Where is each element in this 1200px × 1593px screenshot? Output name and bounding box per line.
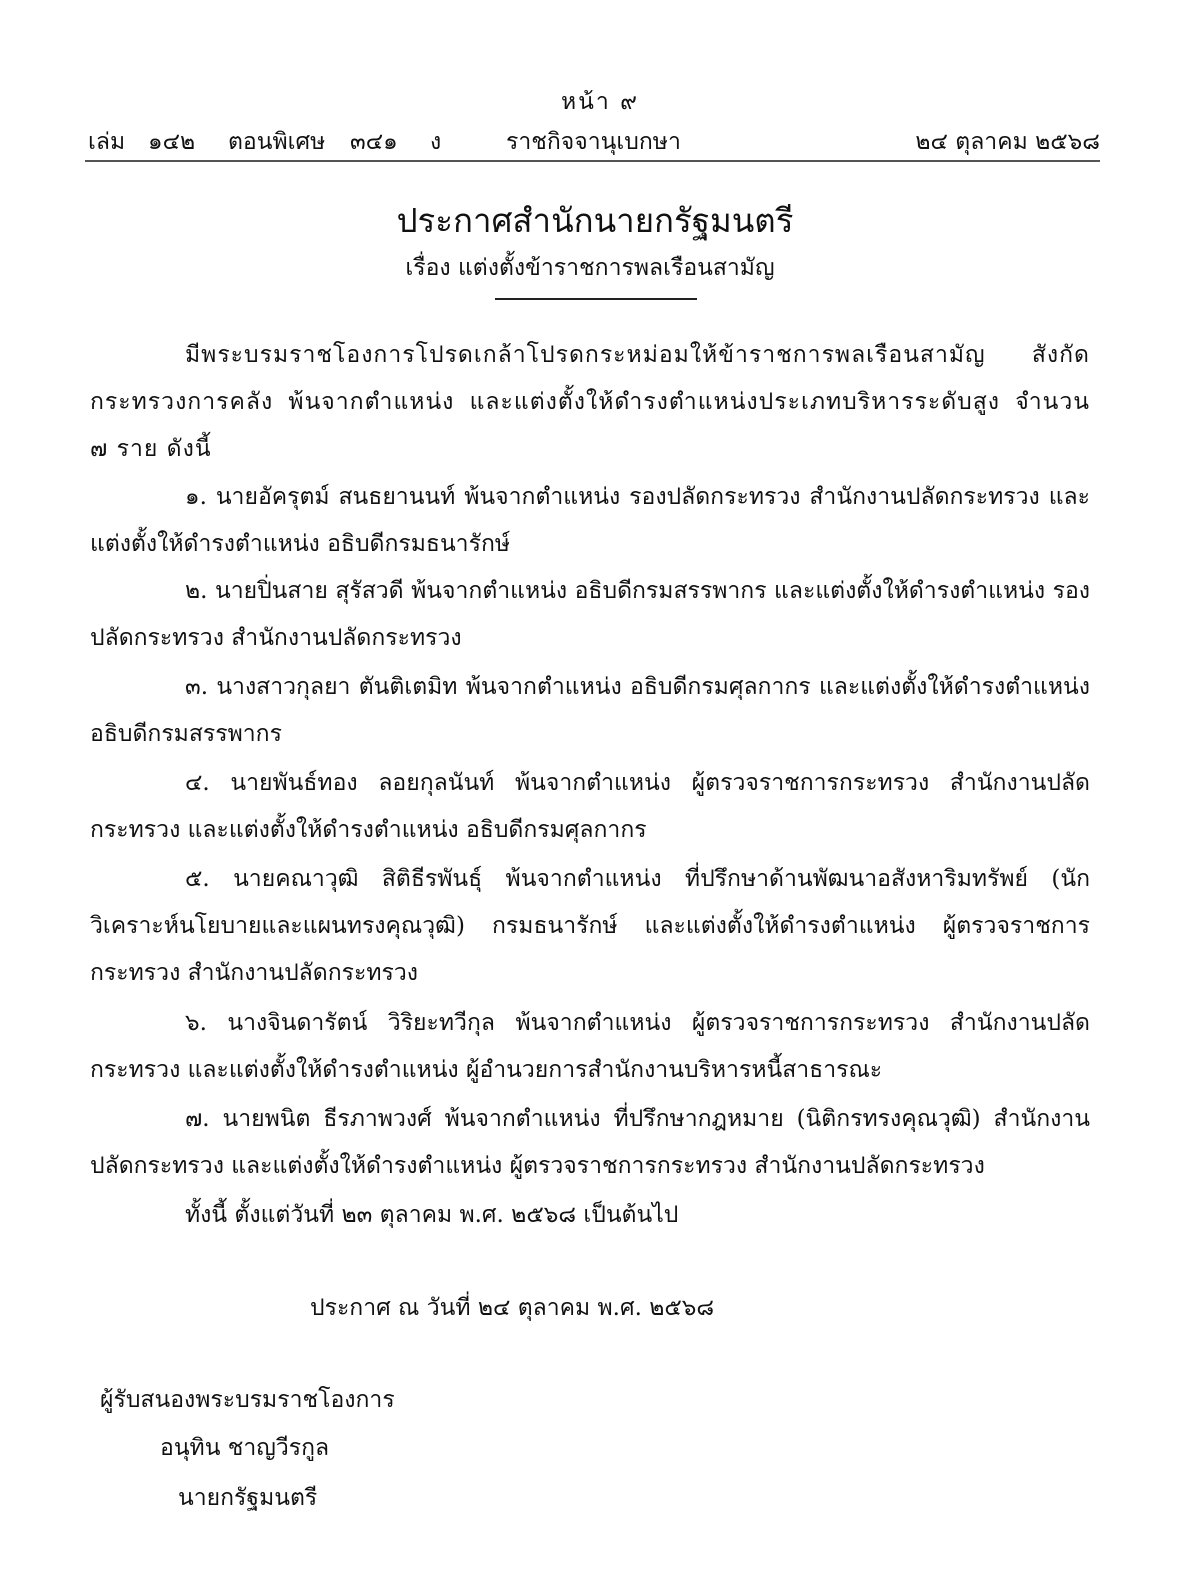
announcement-date: ประกาศ ณ วันที่ ๒๔ ตุลาคม พ.ศ. ๒๕๖๘ <box>310 1295 715 1321</box>
appointment-item-1: ๑. นายอัครุตม์ สนธยานนท์ พ้นจากตำแหน่ง รองปลัดกระทรวง สำนักงานปลัดกระทรวง และแต่งตั้งให้ดำรงตำแหน่ง อธิบดีกรมธนารักษ์ <box>90 484 1090 557</box>
appointment-item-3: ๓. นางสาวกุลยา ตันติเตมิท พ้นจากตำแหน่ง อธิบดีกรมศุลกากร และแต่งตั้งให้ดำรงตำแหน่ง อธิบดีกรมสรรพากร <box>90 674 1090 747</box>
gazette-name: ราชกิจจานุเบกษา <box>506 129 681 155</box>
appointment-item-6: ๖. นางจินดารัตน์ วิริยะทวีกุล พ้นจากตำแหน่ง ผู้ตรวจราชการกระทรวง สำนักงานปลัดกระทรวง และแต่งตั้งให้ดำรงตำแหน่ง ผู้อำนวยการสำนักงานบริหารหนี้สาธารณะ <box>90 1010 1090 1083</box>
title-divider <box>495 298 697 300</box>
appointment-item-7: ๗. นายพนิต ธีรภาพวงศ์ พ้นจากตำแหน่ง ที่ปรึกษากฎหมาย (นิติกรทรงคุณวุฒิ) สำนักงาน ปลัดกระทรวง และแต่งตั้งให้ดำรงตำแหน่ง ผู้ตรวจราชการกระทรวง สำนักงานปลัดกระทรวง <box>90 1106 1090 1179</box>
section-suffix: ง <box>430 129 442 155</box>
volume-number: ๑๔๒ <box>148 129 196 155</box>
appointment-item-2: ๒. นายปิ่นสาย สุรัสวดี พ้นจากตำแหน่ง อธิบดีกรมสรรพากร และแต่งตั้งให้ดำรงตำแหน่ง รองปลัดกระทรวง สำนักงานปลัดกระทรวง <box>90 578 1090 651</box>
section-label: ตอนพิเศษ <box>228 129 326 155</box>
page-number: หน้า ๙ <box>561 89 639 115</box>
signatory-name: อนุทิน ชาญวีรกูล <box>160 1435 330 1461</box>
document-title: ประกาศสำนักนายกรัฐมนตรี <box>396 201 794 240</box>
header-divider <box>85 160 1100 162</box>
appointment-item-4: ๔. นายพันธ์ทอง ลอยกุลนันท์ พ้นจากตำแหน่ง ผู้ตรวจราชการกระทรวง สำนักงานปลัดกระทรวง และแต่งตั้งให้ดำรงตำแหน่ง อธิบดีกรมศุลกากร <box>90 770 1090 843</box>
document-subject: เรื่อง แต่งตั้งข้าราชการพลเรือนสามัญ <box>405 255 775 281</box>
gazette-header <box>88 124 1100 156</box>
header-date: ๒๔ ตุลาคม ๒๕๖๘ <box>915 129 1100 155</box>
countersign-role: ผู้รับสนองพระบรมราชโองการ <box>100 1387 395 1413</box>
volume-label: เล่ม <box>88 129 126 155</box>
signatory-title: นายกรัฐมนตรี <box>178 1485 318 1511</box>
intro-paragraph: มีพระบรมราชโองการโปรดเกล้าโปรดกระหม่อมให้ข้าราชการพลเรือนสามัญ สังกัดกระทรวงการคลัง พ้นจากตำแหน่ง และแต่งตั้งให้ดำรงตำแหน่งประเภทบริหารระดับสูง จำนวน ๗ ราย ดังนี้ <box>90 342 1090 462</box>
appointment-item-5: ๕. นายคณาวุฒิ สิติธีรพันธุ์ พ้นจากตำแหน่ง ที่ปรึกษาด้านพัฒนาอสังหาริมทรัพย์ (นักวิเคราะห์นโยบายและแผนทรงคุณวุฒิ) กรมธนารักษ์ และแต่งตั้งให้ดำรงตำแหน่ง ผู้ตรวจราชการ กระทรวง สำนักงานปลัดกระทรวง <box>90 866 1090 986</box>
section-number: ๓๔๑ <box>350 129 398 155</box>
effective-date-paragraph: ทั้งนี้ ตั้งแต่วันที่ ๒๓ ตุลาคม พ.ศ. ๒๕๖๘ เป็นต้นไป <box>185 1202 679 1228</box>
